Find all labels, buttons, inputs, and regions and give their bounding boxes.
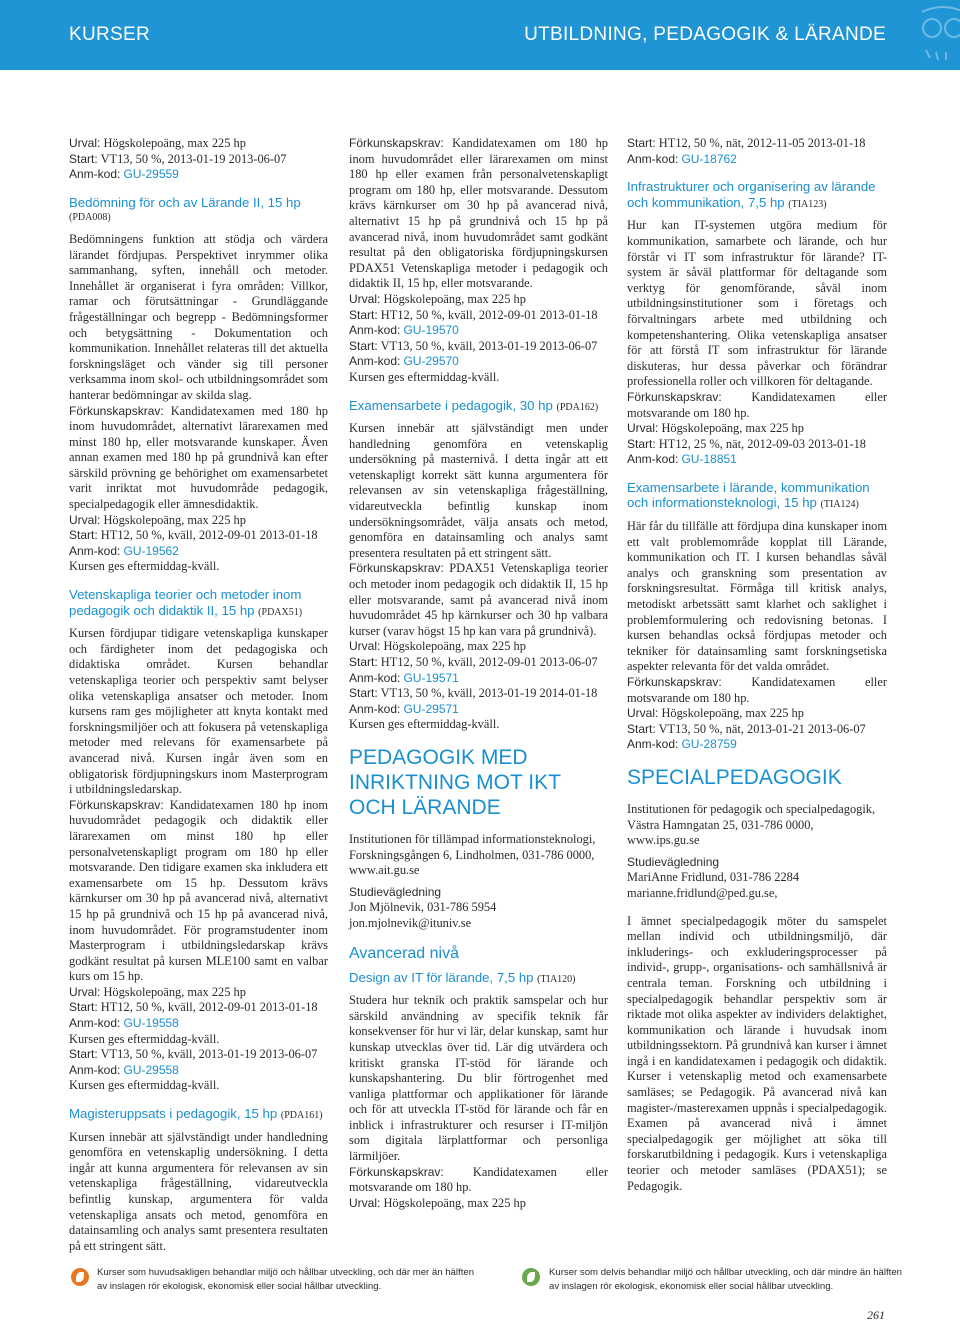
start-value: VT13, 50 %, kväll, 2013-01-19 2013-06-07 bbox=[100, 1047, 318, 1062]
course-title: Magisteruppsats i pedagogik, 15 hp bbox=[69, 1106, 278, 1122]
prerequisites-key: Förkunskapskrav: bbox=[69, 797, 164, 812]
course-description: Bedömningens funktion att stödja och värdera lärandet fördjupas. Perspektivet inrymmer olika sammanhang, syften, innehåll och metoder. Innehållet är organiserat i fyra områden: Villkor, ramar och förutsättningar - Grundläggande frågeställningar och begrepp - Bedömningsformer och betygsättning - Dokumentation och kommunikation. Innehållet relateras till det aktuella forskningsläget och vänder sig till personer verksamma inom skol- och utbildningsområdet som hanterar bedömningar av skilda slag. bbox=[69, 231, 328, 402]
anm-code: GU-29570 bbox=[403, 354, 459, 369]
urval-key: Urval: bbox=[69, 512, 101, 527]
urval-value: Högskolepoäng, max 225 hp bbox=[661, 706, 804, 721]
start-value: HT12, 50 %, kväll, 2012-09-01 2013-01-18 bbox=[100, 1000, 318, 1015]
anm-code: GU-29571 bbox=[403, 701, 459, 716]
start-key: Start: bbox=[69, 1047, 98, 1062]
prerequisites-key: Förkunskapskrav: bbox=[627, 389, 722, 404]
anm-key: Anm-kod: bbox=[69, 167, 121, 182]
start-key: Start: bbox=[349, 686, 378, 701]
level-heading: Avancerad nivå bbox=[349, 944, 459, 962]
anm-code: GU-18851 bbox=[681, 452, 737, 467]
course-description: Här får du tillfälle att fördjupa dina kunskaper inom ett valt problemområde kopplat till Lärande, kommunikation och IT. I kursen behandlas såväl analys och granskning som presentation av forskningsresultat. Förmåga till kritisk analys, metodiskt arbetssätt samt klarhet och saklighet i problemformulering och redovisning betonas. I kursen behandlas också fördjupas metoder och tekniker för datainsamling samt forskningsetiska aspekter relevanta för det valda området. bbox=[627, 519, 887, 674]
anm-key: Anm-kod: bbox=[69, 1016, 121, 1031]
anm-key: Anm-kod: bbox=[69, 543, 121, 558]
start-value: HT12, 50 %, kväll, 2012-09-01 2013-01-18 bbox=[100, 528, 318, 543]
urval-value: Högskolepoäng, max 225 hp bbox=[103, 512, 246, 527]
schedule-note: Kursen ges eftermiddag-kväll. bbox=[349, 717, 500, 732]
study-guidance-contact: Jon Mjölnevik, 031-786 5954 bbox=[349, 900, 497, 915]
prerequisites-key: Förkunskapskrav: bbox=[349, 136, 444, 150]
urval-key: Urval: bbox=[69, 984, 101, 999]
urval-value: Högskolepoäng, max 225 hp bbox=[383, 639, 526, 654]
prerequisites-key: Förkunskapskrav: bbox=[349, 1164, 444, 1179]
anm-key: Anm-kod: bbox=[69, 1062, 121, 1077]
start-value: HT12, 50 %, kväll, 2012-09-01 2013-01-18 bbox=[380, 307, 598, 322]
course-code: (PDAX51) bbox=[258, 606, 303, 618]
course-description: Hur kan IT-systemen utgöra medium för kommunikation, samarbete och lärande, och hur förstår vi IT som infrastruktur för lärande? IT-system är såväl plattformar för deltagande som verktyg för genomförande, såväl inom utbildningsinstitutioner som i företags och förvaltningars arbete med utbildning och kompetenshantering. Olika vetenskapliga ansatser för att förstå IT som infrastruktur för lärande diskuteras, hur dessa påverkar och förändrar professionella roller och villkoren för deltagande. bbox=[627, 218, 887, 389]
anm-key: Anm-kod: bbox=[349, 323, 401, 338]
column-3 bbox=[627, 136, 887, 1194]
prerequisites-value: Kandidatexamen eller motsvarande om 180 hp. bbox=[627, 389, 887, 420]
schedule-note: Kursen ges eftermiddag-kväll. bbox=[349, 369, 500, 384]
course-code: (TIA124) bbox=[820, 499, 859, 511]
course-title-line-1: Vetenskapliga teorier och metoder inom bbox=[69, 587, 302, 603]
anm-key: Anm-kod: bbox=[627, 151, 679, 166]
study-guidance-email: jon.mjolnevik@ituniv.se bbox=[349, 915, 472, 930]
page-footer bbox=[69, 1266, 903, 1306]
start-value: VT13, 50 %, kväll, 2013-01-19 2014-01-18 bbox=[380, 686, 598, 701]
schedule-note: Kursen ges eftermiddag-kväll. bbox=[69, 559, 220, 574]
anm-code: GU-28759 bbox=[681, 737, 737, 752]
anm-key: Anm-kod: bbox=[349, 701, 401, 716]
start-value: HT12, 25 %, nät, 2012-09-03 2013-01-18 bbox=[658, 436, 866, 451]
start-key: Start: bbox=[349, 655, 378, 669]
anm-key: Anm-kod: bbox=[349, 670, 401, 685]
urval-value: Högskolepoäng, max 225 hp bbox=[103, 136, 246, 150]
anm-code: GU-29559 bbox=[123, 167, 179, 182]
prerequisites-value: Kandidatexamen eller motsvarande om 180 hp. bbox=[349, 1164, 608, 1195]
urval-key: Urval: bbox=[627, 706, 659, 721]
course-code: (TIA120) bbox=[537, 973, 576, 985]
study-guidance-heading: Studievägledning bbox=[627, 854, 720, 869]
prerequisites-key: Förkunskapskrav: bbox=[627, 675, 722, 689]
start-value: HT12, 50 %, kväll, 2012-09-01 2013-06-07 bbox=[380, 655, 598, 669]
prerequisites-key: Förkunskapskrav: bbox=[69, 403, 164, 418]
sustainability-partial-icon bbox=[522, 1268, 540, 1286]
urval-value: Högskolepoäng, max 225 hp bbox=[661, 421, 804, 436]
urval-key: Urval: bbox=[349, 291, 381, 306]
study-guidance-email: marianne.fridlund@ped.gu.se, bbox=[627, 885, 778, 900]
department-info: Institutionen för tillämpad informationsteknologi, Forskningsgången 6, Lindholmen, 031-786 0000, www.ait.gu.se bbox=[349, 831, 596, 878]
anm-code: GU-18762 bbox=[681, 151, 737, 166]
prerequisites-value: Kandidatexamen 180 hp inom huvudområdet pedagogik och didaktik eller lärarexamen om minst 180 hp eller personalvetenskapligt program om 180 hp eller motsvarande. Den tidigare examen ska inkludera ett examensarbete om 15 hp. Dessutom krävs kärnkurser om 30 hp på avancerad nivå, alternativt 15 hp på grundnivå och 15 hp på avancerad nivå, inom huvudområdet. För programstudenter inom Masterprogram i utbildningsledarskap krävs godkänt resultat på kursen MLE100 samt en valbar kurs om 15 hp. bbox=[69, 797, 328, 984]
section-title-line-3: OCH LÄRANDE bbox=[349, 795, 501, 819]
footer-note-partial: Kurser som delvis behandlar miljö och hållbar utveckling, och där mindre än hälften av inslagen rör ekologisk, ekonomisk eller social hållbar utveckling. bbox=[549, 1267, 903, 1292]
prerequisites-value: Kandidatexamen eller motsvarande om 180 hp. bbox=[627, 675, 887, 705]
course-description: Kursen innebär att självständigt under handledning genomföra en vetenskaplig undersökning. I detta ingår att kunna argumentera för relevansen av sin vetenskapliga frågeställning, vidareutveckla befintlig kunskap, argumentera för valda vetenskapliga ansats och metod, genomföra en datainsamling och analys samt presentera resultaten på ett stringent sätt. bbox=[69, 1129, 328, 1253]
course-code: (PDA161) bbox=[280, 1110, 323, 1122]
start-key: Start: bbox=[349, 307, 378, 322]
start-key: Start: bbox=[627, 721, 656, 736]
start-value: VT13, 50 %, nät, 2013-01-21 2013-06-07 bbox=[658, 721, 866, 736]
course-title-line-1: Examensarbete i lärande, kommunikation bbox=[627, 479, 870, 495]
sustainability-main-icon bbox=[71, 1268, 89, 1286]
course-title-line-1: Infrastrukturer och organisering av lärande bbox=[627, 179, 876, 195]
course-title-line-2: pedagogik och didaktik II, 15 hp bbox=[69, 602, 255, 618]
anm-key: Anm-kod: bbox=[627, 737, 679, 752]
header-section-label: KURSER bbox=[69, 24, 150, 45]
page-number: 261 bbox=[867, 1308, 885, 1322]
prerequisites-key: Förkunskapskrav: bbox=[349, 561, 444, 576]
course-code: (PDA162) bbox=[556, 401, 599, 413]
column-2 bbox=[349, 136, 608, 1211]
schedule-note: Kursen ges eftermiddag-kväll. bbox=[69, 1078, 220, 1093]
urval-key: Urval: bbox=[69, 136, 101, 150]
urval-key: Urval: bbox=[349, 1195, 381, 1210]
course-title: Design av IT för lärande, 7,5 hp bbox=[349, 969, 534, 985]
schedule-note: Kursen ges eftermiddag-kväll. bbox=[69, 1031, 220, 1046]
course-description: Studera hur teknik och praktik samspelar och hur särskild användning av specifik teknik får konsekvenser för hur vi lär, delar kunskap, samt hur kunskap utvecklas över tid. Lär dig utvärdera och kritiskt granska IT-stöd för lärande och kunskapshantering. Du blir förtrogenhet med vanliga plattformar och applikationer för lärande och för att utveckla IT-stöd för lärande och får en inblick i infrastrukturer och resurser i IT-miljön som digitala lärplattformar och personliga lärmiljöer. bbox=[349, 993, 608, 1164]
urval-value: Högskolepoäng, max 225 hp bbox=[383, 1195, 526, 1210]
start-key: Start: bbox=[69, 151, 98, 166]
urval-value: Högskolepoäng, max 225 hp bbox=[383, 291, 526, 306]
course-title-line-2: och informationsteknologi, 15 hp bbox=[627, 495, 817, 511]
start-key: Start: bbox=[69, 528, 98, 543]
anm-code: GU-19558 bbox=[123, 1016, 179, 1031]
anm-key: Anm-kod: bbox=[349, 354, 401, 369]
prerequisites-value: Kandidatexamen om 180 hp inom huvudområdet eller lärarexamen om minst 180 hp eller examen från personalvetenskapligt program om 180 hp, eller motsvarande. Dessutom krävs kärnkurser om 30 hp på avancerad nivå, alternativt 15 hp på grundnivå och 15 hp på avancerad nivå, inom huvudområdet samt godkänt resultat på den obligatoriska fördjupningskursen PDAX51 Vetenskapliga metoder i pedagogik och didaktik II, 15 hp, eller motsvarande. bbox=[349, 136, 608, 291]
urval-key: Urval: bbox=[627, 421, 659, 436]
study-guidance-heading: Studievägledning bbox=[349, 884, 442, 899]
urval-key: Urval: bbox=[349, 639, 381, 654]
urval-value: Högskolepoäng, max 225 hp bbox=[103, 984, 246, 999]
anm-code: GU-19562 bbox=[123, 543, 179, 558]
department-info: Institutionen för pedagogik och specialpedagogik, Västra Hamngatan 25, 031-786 0000, www.ips.gu.se bbox=[627, 801, 876, 848]
start-key: Start: bbox=[627, 136, 656, 150]
course-title: Examensarbete i pedagogik, 30 hp bbox=[349, 397, 553, 413]
page-header bbox=[0, 0, 960, 70]
footer-note-main: Kurser som huvudsakligen behandlar miljö och hållbar utveckling, och där mer än hälften av inslagen rör ekologisk, ekonomisk eller social hållbar utveckling. bbox=[97, 1267, 475, 1292]
start-value: VT13, 50 %, 2013-01-19 2013-06-07 bbox=[100, 151, 287, 166]
course-description: Kursen fördjupar tidigare vetenskapliga kunskaper och färdigheter inom det pedagogiska och didaktiska området. Kursen behandlar vetenskapliga teorier och perspektiv samt belyser olika vetenskapliga ansatser och metoder. Inom kursens ram ges möjligheter att knyta kontakt med forskningsmiljöer och att fokusera på vetenskapliga metoder med relevans för examensarbete på avancerad nivå. Kursen ingår även som en obligatorisk fördjupningskurs inom Masterprogram i utbildningsledarskap. bbox=[69, 626, 328, 797]
header-category-label: UTBILDNING, PEDAGOGIK & LÄRANDE bbox=[524, 24, 886, 45]
start-key: Start: bbox=[349, 338, 378, 353]
course-title: Bedömning för och av Lärande II, 15 hp bbox=[69, 194, 301, 210]
course-code: (PDA008) bbox=[69, 212, 111, 224]
section-title-line-1: PEDAGOGIK MED bbox=[349, 745, 528, 769]
prerequisites-value: Kandidatexamen med 180 hp inom huvudområdet, alternativt lärarexamen med minst 180 hp, eller motsvarande kunskaper. Även annan examen med 180 hp på grundnivå kan efter särskild prövning ge behörighet om examensarbetet varit inriktat mot huvudområde pedagogik, specialpedagogik eller ämnesdidaktik. bbox=[69, 403, 328, 512]
anm-code: GU-19571 bbox=[403, 670, 459, 685]
start-key: Start: bbox=[627, 436, 656, 451]
prerequisites-value: PDAX51 Vetenskapliga teorier och metoder inom pedagogik och didaktik II, 15 hp eller motsvarande, samt på avancerad nivå inom huvudområdet 45 hp kärnkurser och 30 hp valbara kurser (varav högst 15 hp kan vara på grundnivå). bbox=[349, 561, 608, 638]
course-code: (TIA123) bbox=[788, 198, 827, 210]
section-title-line-2: INRIKTNING MOT IKT bbox=[349, 770, 561, 794]
start-key: Start: bbox=[69, 1000, 98, 1015]
anm-code: GU-19570 bbox=[403, 323, 459, 338]
start-value: HT12, 50 %, nät, 2012-11-05 2013-01-18 bbox=[658, 136, 866, 150]
start-value: VT13, 50 %, kväll, 2013-01-19 2013-06-07 bbox=[380, 338, 598, 353]
anm-key: Anm-kod: bbox=[627, 452, 679, 467]
column-1 bbox=[69, 136, 328, 1254]
study-guidance-contact: MariAnne Fridlund, 031-786 2284 bbox=[627, 870, 800, 885]
owl-logo-icon bbox=[916, 0, 960, 70]
section-title: SPECIALPEDAGOGIK bbox=[627, 765, 842, 789]
course-title-line-2: och kommunikation, 7,5 hp bbox=[627, 194, 785, 210]
course-description: Kursen innebär att självständigt men under handledning genomföra en vetenskaplig undersökning på masternivå. I detta ingår att ett vetenskapligt korrekt sätt kunna argumentera för relevansen av sin vetenskapliga frågeställning, vidareutveckla befintlig kunskap inom undersökningsområdet, välja ansats och metod, genomföra en datainsamling och analys samt presentera resultaten på ett stringent sätt. bbox=[349, 421, 608, 560]
anm-code: GU-29558 bbox=[123, 1062, 179, 1077]
subject-introduction: I ämnet specialpedagogik möter du samspelet mellan individ och utbildningsmiljö, där inkluderings- och exkluderingsprocesser på individ-, grupp-, organisations- och samhällsnivå är centrala teman. Forskning och utbildning i specialpedagogik behandlar perspektiv som är riktade mot olika aspekter av individers delaktighet, kommunikation och lärande i huvudsak inom utbildningssektorn. På grundnivå kan kurser i ämnet ingå i en kandidatexamen i pedagogik och didaktik. Kurser i vetenskaplig metod och examensarbete samläses; se Pedagogik. På avancerad nivå kan magister-/masterexamen uppnås i specialpedagogik. Examen på avancerad nivå i ämnet specialpedagogik ger möjlighet att söka till forskarutbildning i pedagogik. Kurs i vetenskapliga teorier och metoder samläses (PDAX51); se Pedagogik. bbox=[627, 913, 887, 1193]
